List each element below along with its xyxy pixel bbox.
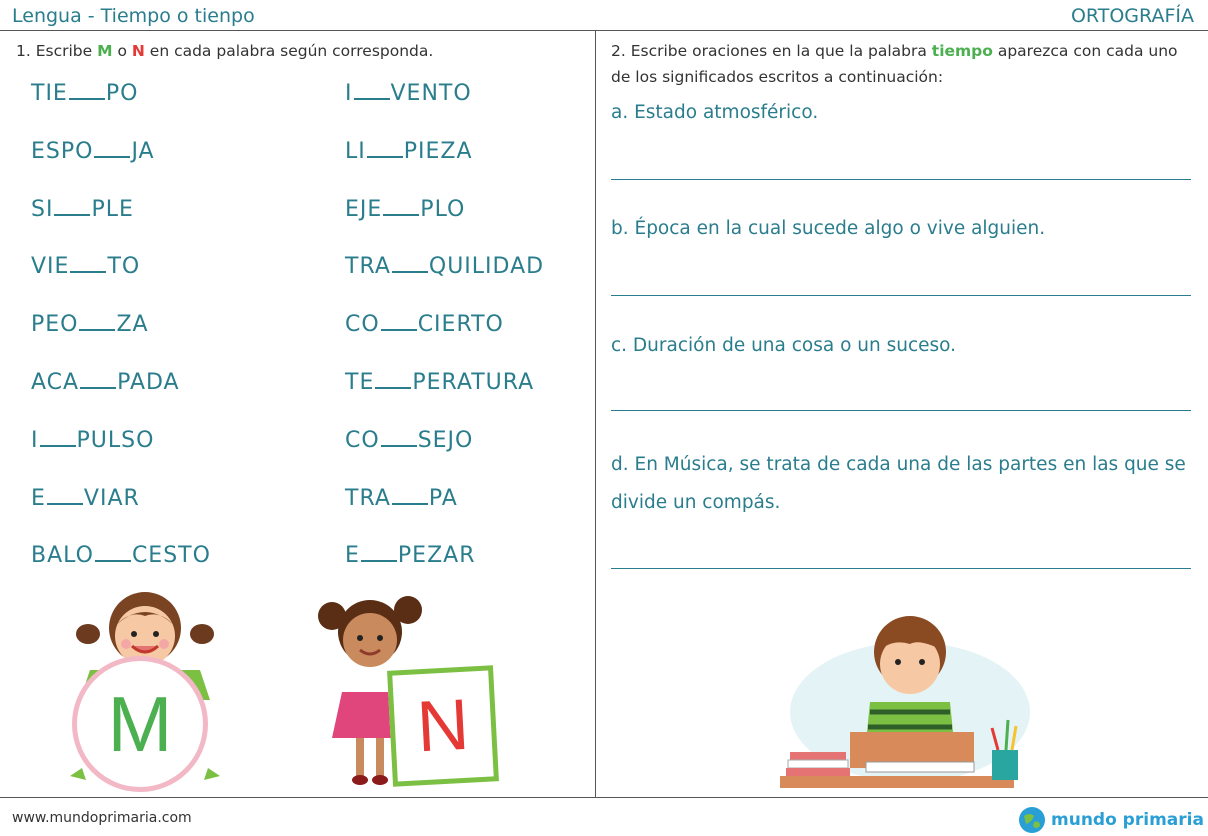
answer-line-b[interactable]	[611, 295, 1191, 296]
word-prefix: TE	[345, 370, 375, 395]
letter-m: M	[97, 42, 113, 60]
word-item[interactable]	[345, 485, 458, 511]
word-suffix: PADA	[117, 370, 180, 395]
blank-field[interactable]	[70, 253, 106, 273]
word-item[interactable]	[31, 485, 140, 511]
word-prefix: TIE	[31, 81, 68, 106]
blank-field[interactable]	[381, 427, 417, 447]
footer-url[interactable]: www.mundoprimaria.com	[12, 810, 192, 826]
word-item[interactable]	[31, 196, 134, 222]
word-prefix: CO	[345, 312, 380, 338]
word-item[interactable]	[31, 138, 155, 164]
blank-field[interactable]	[79, 311, 115, 331]
blank-field[interactable]	[381, 311, 417, 331]
word-item[interactable]	[31, 80, 138, 106]
letter-m-glyph: M	[107, 679, 173, 768]
word-prefix: EJE	[345, 196, 383, 222]
answer-line-a[interactable]	[611, 179, 1191, 180]
word-item[interactable]	[31, 542, 211, 568]
word-suffix: VIAR	[83, 485, 140, 511]
answer-line-d[interactable]	[611, 568, 1191, 569]
instruction-text: o	[112, 42, 132, 60]
meaning-c: c. Duración de una cosa o un suceso.	[611, 335, 957, 356]
blank-field[interactable]	[392, 485, 428, 505]
word-suffix: TO	[107, 254, 141, 280]
letter-n-card	[387, 665, 499, 786]
word-prefix: E	[31, 485, 46, 511]
word-suffix: PA	[428, 485, 458, 511]
meaning-b: b. Época en la cual sucede algo o vive alguien.	[611, 218, 1046, 239]
blank-field[interactable]	[383, 196, 419, 216]
word-item[interactable]	[345, 427, 473, 453]
footer-divider	[0, 797, 1208, 798]
word-suffix: PEZAR	[397, 543, 476, 569]
word-suffix: SEJO	[417, 427, 474, 453]
blank-field[interactable]	[69, 80, 105, 100]
word-prefix: BALO	[31, 543, 94, 569]
boy-studying-illustration	[770, 612, 1030, 794]
word-prefix: ACA	[31, 370, 80, 395]
exercise-2-instruction	[611, 38, 1196, 90]
word-prefix: PEO	[31, 312, 79, 338]
letter-n-glyph: N	[414, 684, 472, 768]
word-suffix: PO	[105, 81, 139, 106]
word-prefix: I	[345, 81, 353, 106]
blank-field[interactable]	[94, 138, 130, 158]
blank-field[interactable]	[375, 369, 411, 389]
word-prefix: TRA	[345, 485, 391, 511]
blank-field[interactable]	[54, 196, 90, 216]
word-item[interactable]	[345, 196, 465, 222]
word-prefix: E	[345, 543, 360, 569]
word-suffix: PLE	[91, 196, 134, 222]
column-divider	[595, 30, 596, 798]
word-suffix: CESTO	[131, 543, 211, 569]
meaning-d: d. En Música, se trata de cada una de las partes en las que se divide un compás.	[611, 454, 1186, 513]
brand-name: mundo primaria	[1051, 810, 1204, 830]
page-title: Lengua - Tiempo o tienpo	[12, 5, 255, 27]
word-item[interactable]	[345, 253, 544, 279]
word-item[interactable]	[345, 369, 534, 395]
word-prefix: CO	[345, 427, 380, 453]
word-suffix: JA	[131, 138, 155, 164]
blank-field[interactable]	[367, 138, 403, 158]
word-suffix: QUILIDAD	[428, 254, 545, 280]
word-suffix: PERATURA	[412, 370, 535, 395]
word-prefix: SI	[31, 196, 54, 222]
brand-logo	[1018, 806, 1204, 834]
blank-field[interactable]	[47, 485, 83, 505]
meaning-a: a. Estado atmosférico.	[611, 102, 819, 123]
word-item[interactable]	[345, 138, 473, 164]
instruction-text: en cada palabra según corresponda.	[144, 42, 434, 60]
word-prefix: LI	[345, 138, 366, 164]
word-suffix: PLO	[420, 196, 466, 222]
globe-icon	[1018, 806, 1046, 834]
word-prefix: I	[31, 427, 39, 453]
instruction-text: 2. Escribe oraciones en la que la palabra	[611, 42, 932, 60]
instruction-text: aparezca con cada uno de los significados escritos a continuación:	[611, 42, 1178, 86]
keyword-tiempo: tiempo	[931, 42, 993, 60]
blank-field[interactable]	[40, 427, 76, 447]
word-item[interactable]	[31, 311, 149, 337]
word-item[interactable]	[345, 80, 472, 106]
blank-field[interactable]	[361, 542, 397, 562]
word-prefix: ESPO	[31, 138, 94, 164]
exercise-1-instruction	[16, 38, 433, 64]
word-prefix: TRA	[345, 254, 391, 280]
instruction-text: 1. Escribe	[16, 42, 98, 60]
word-prefix: VIE	[31, 254, 70, 280]
header-divider	[0, 30, 1208, 31]
letter-m-card	[72, 656, 208, 792]
word-suffix: PULSO	[76, 427, 155, 453]
letter-n: N	[131, 42, 145, 60]
word-suffix: ZA	[116, 312, 149, 338]
blank-field[interactable]	[392, 253, 428, 273]
word-item[interactable]	[345, 542, 475, 568]
blank-field[interactable]	[80, 369, 116, 389]
word-item[interactable]	[31, 253, 140, 279]
word-suffix: CIERTO	[417, 312, 504, 338]
word-item[interactable]	[31, 369, 180, 395]
blank-field[interactable]	[354, 80, 390, 100]
word-item[interactable]	[345, 311, 504, 337]
page-category: ORTOGRAFÍA	[1070, 5, 1194, 27]
word-suffix: PIEZA	[403, 138, 473, 164]
blank-field[interactable]	[95, 542, 131, 562]
answer-line-c[interactable]	[611, 410, 1191, 411]
word-item[interactable]	[31, 427, 154, 453]
word-suffix: VENTO	[390, 81, 472, 106]
